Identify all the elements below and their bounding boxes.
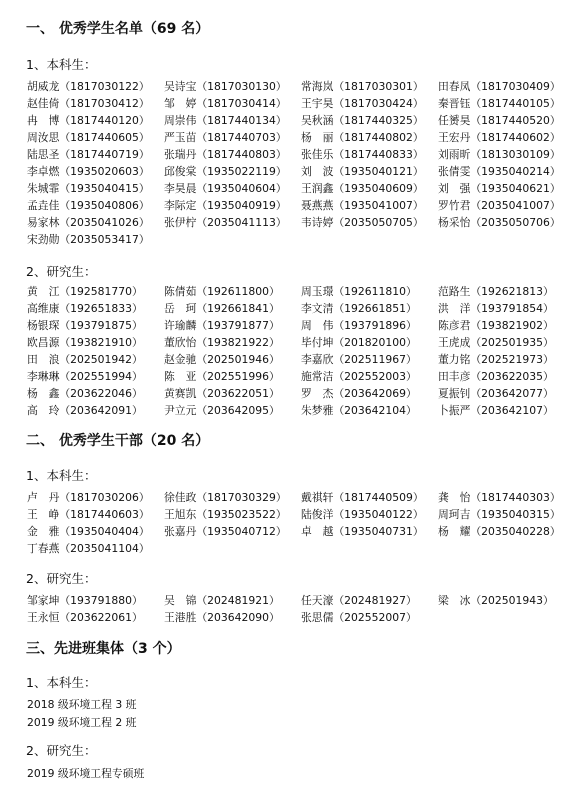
student-entry: 梁 冰（202501943） (438, 594, 554, 607)
student-entry: 周玉璟（192611810） (301, 285, 417, 298)
student-entry: 刘雨昕（1813030109） (438, 148, 561, 161)
name-list-grad (27, 283, 577, 419)
student-entry: 李昊晨（1935040604） (164, 182, 287, 195)
student-entry: 周崇伟（1817440134） (164, 114, 287, 127)
student-entry: 李琳琳（202551994） (27, 370, 143, 383)
student-entry: 周 伟（193791896） (301, 319, 417, 332)
student-entry: 朱城霏（1935040415） (27, 182, 150, 195)
name-row (27, 300, 577, 317)
student-entry: 范路生（192621813） (438, 285, 554, 298)
student-entry: 金 雅（1935040404） (27, 525, 150, 538)
student-entry: 朱梦雅（203642104） (301, 404, 417, 417)
student-entry: 龚 怡（1817440303） (438, 491, 561, 504)
student-entry: 王虎成（202501935） (438, 336, 554, 349)
class-item: 2019 级环境工程 2 班 (27, 716, 137, 729)
name-row (27, 317, 577, 334)
student-entry: 陆俊洋（1935040122） (301, 508, 424, 521)
subsection-label-grad: 2、研究生： (26, 743, 97, 758)
name-row (27, 351, 577, 368)
student-entry: 李际定（1935040919） (164, 199, 287, 212)
class-item: 2019 级环境工程专硕班 (27, 767, 145, 780)
student-entry: 张倩雯（1935040214） (438, 165, 561, 178)
student-entry: 刘 强（1935040621） (438, 182, 561, 195)
student-entry: 欧昌源（193821910） (27, 336, 143, 349)
student-entry: 李卓燃（1935020603） (27, 165, 150, 178)
subsection-label-grad: 2、研究生： (26, 264, 97, 279)
name-row (27, 231, 577, 248)
student-entry: 李文清（192661851） (301, 302, 417, 315)
name-row (27, 385, 577, 402)
section-title-outstanding-cadres: 二、 优秀学生干部（20 名） (26, 433, 210, 449)
student-entry: 严玉苗（1817440703） (164, 131, 287, 144)
student-entry: 田丰彦（203622035） (438, 370, 554, 383)
student-entry: 陈彦君（193821902） (438, 319, 554, 332)
student-entry: 王润鑫（1935040609） (301, 182, 424, 195)
name-row (27, 180, 577, 197)
student-entry: 王港胜（203642090） (164, 611, 280, 624)
student-entry: 黄赛凯（203622051） (164, 387, 280, 400)
student-entry: 张思儒（202552007） (301, 611, 417, 624)
student-entry: 陈倩茹（192611800） (164, 285, 280, 298)
name-row (27, 523, 577, 540)
name-row (27, 197, 577, 214)
student-entry: 邱俊棠（1935022119） (164, 165, 287, 178)
student-entry: 田 浪（202501942） (27, 353, 143, 366)
student-entry: 吴诗宝（1817030130） (164, 80, 287, 93)
student-entry: 韦诗婷（2035050705） (301, 216, 424, 229)
name-row (27, 146, 577, 163)
student-entry: 宋劲勋（2035053417） (27, 233, 150, 246)
student-entry: 常海岚（1817030301） (301, 80, 424, 93)
student-entry: 许瑜麟（193791877） (164, 319, 280, 332)
subsection-label-grad: 2、研究生： (26, 571, 97, 586)
student-entry: 杨 鑫（203622046） (27, 387, 143, 400)
student-entry: 吴秋涵（1817440325） (301, 114, 424, 127)
name-row (27, 78, 577, 95)
student-entry: 周汝思（1817440605） (27, 131, 150, 144)
student-entry: 田春凤（1817030409） (438, 80, 561, 93)
student-entry: 杨银琛（193791875） (27, 319, 143, 332)
student-entry: 洪 洋（193791854） (438, 302, 554, 315)
student-entry: 杨 丽（1817440802） (301, 131, 424, 144)
student-entry: 周珂吉（1935040315） (438, 508, 561, 521)
student-entry: 尹立元（203642095） (164, 404, 280, 417)
subsection-label-undergrad: 1、本科生： (26, 468, 97, 483)
student-entry: 易家林（2035041026） (27, 216, 150, 229)
section-title-advanced-classes: 三、先进班集体（3 个） (26, 641, 181, 657)
student-entry: 高维康（192651833） (27, 302, 143, 315)
student-entry: 夏振钊（203642077） (438, 387, 554, 400)
student-entry: 王宏丹（1817440602） (438, 131, 561, 144)
student-entry: 赵金驰（202501946） (164, 353, 280, 366)
student-entry: 卢 丹（1817030206） (27, 491, 150, 504)
student-entry: 陆思圣（1817440719） (27, 148, 150, 161)
name-list-undergrad (27, 489, 577, 557)
student-entry: 胡威龙（1817030122） (27, 80, 150, 93)
name-row (27, 334, 577, 351)
student-entry: 施常洁（202552003） (301, 370, 417, 383)
name-row (27, 506, 577, 523)
student-entry: 任赟昊（1817440520） (438, 114, 561, 127)
student-entry: 邹 婷（1817030414） (164, 97, 287, 110)
student-entry: 徐佳政（1817030329） (164, 491, 287, 504)
student-entry: 高 玲（203642091） (27, 404, 143, 417)
student-entry: 聂燕燕（1935041007） (301, 199, 424, 212)
student-entry: 张瑞丹（1817440803） (164, 148, 287, 161)
student-entry: 丁春燕（2035041104） (27, 542, 150, 555)
name-row (27, 540, 577, 557)
name-row (27, 129, 577, 146)
student-entry: 王旭东（1935023522） (164, 508, 287, 521)
student-entry: 张佳乐（1817440833） (301, 148, 424, 161)
student-entry: 邹家坤（193791880） (27, 594, 143, 607)
name-row (27, 283, 577, 300)
name-row (27, 609, 577, 626)
student-entry: 任天濠（202481927） (301, 594, 417, 607)
student-entry: 董欣怡（193821922） (164, 336, 280, 349)
student-entry: 卓 越（1935040731） (301, 525, 424, 538)
student-entry: 刘 波（1935040121） (301, 165, 424, 178)
student-entry: 秦晋钰（1817440105） (438, 97, 561, 110)
name-row (27, 163, 577, 180)
student-entry: 孟垚佳（1935040806） (27, 199, 150, 212)
name-row (27, 112, 577, 129)
student-entry: 王永恒（203622061） (27, 611, 143, 624)
name-list-grad (27, 592, 577, 626)
subsection-label-undergrad: 1、本科生： (26, 57, 97, 72)
name-row (27, 368, 577, 385)
class-item: 2018 级环境工程 3 班 (27, 698, 137, 711)
student-entry: 张伊柠（2035041113） (164, 216, 287, 229)
student-entry: 黄 江（192581770） (27, 285, 143, 298)
student-entry: 王宇昊（1817030424） (301, 97, 424, 110)
name-row (27, 402, 577, 419)
student-entry: 毕付坤（201820100） (301, 336, 417, 349)
section-title-outstanding-students: 一、 优秀学生名单（69 名） (26, 21, 210, 37)
name-row (27, 592, 577, 609)
student-entry: 张嘉丹（1935040712） (164, 525, 287, 538)
student-entry: 罗竹君（2035041007） (438, 199, 561, 212)
student-entry: 冉 博（1817440120） (27, 114, 150, 127)
name-row (27, 95, 577, 112)
name-row (27, 489, 577, 506)
student-entry: 罗 杰（203642069） (301, 387, 417, 400)
student-entry: 王 峥（1817440603） (27, 508, 150, 521)
student-entry: 赵佳倚（1817030412） (27, 97, 150, 110)
subsection-label-undergrad: 1、本科生： (26, 675, 97, 690)
student-entry: 卜振严（203642107） (438, 404, 554, 417)
name-list-undergrad (27, 78, 577, 248)
student-entry: 杨采怡（2035050706） (438, 216, 561, 229)
student-entry: 陈 亚（202551996） (164, 370, 280, 383)
name-row (27, 214, 577, 231)
student-entry: 董力铭（202521973） (438, 353, 554, 366)
student-entry: 吴 锦（202481921） (164, 594, 280, 607)
student-entry: 杨 耀（2035040228） (438, 525, 561, 538)
student-entry: 戴祺轩（1817440509） (301, 491, 424, 504)
student-entry: 李嘉欣（202511967） (301, 353, 417, 366)
student-entry: 岳 珂（192661841） (164, 302, 280, 315)
